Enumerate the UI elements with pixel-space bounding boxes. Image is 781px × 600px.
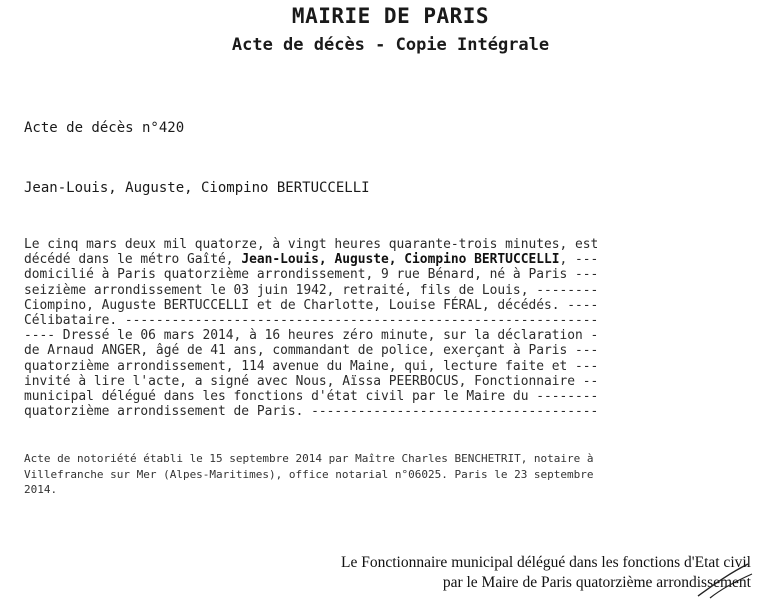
notoriety-line: 2014. <box>24 483 58 496</box>
body-line: municipal délégué dans les fonctions d'état civil par le Maire du -------- <box>24 389 599 405</box>
body-line: décédé dans le métro Gaîté, <box>24 252 242 268</box>
notoriety-line: Villefranche sur Mer (Alpes-Maritimes), office notarial n°06025. Paris le 23 septembre <box>24 467 594 481</box>
body-line: de Arnaud ANGER, âgé de 41 ans, commandant de police, exerçant à Paris --- <box>24 343 599 359</box>
body-line: quatorzième arrondissement de Paris. ------------------------------------- <box>24 404 599 420</box>
signature-line: par le Maire de Paris quatorzième arrondissement <box>442 574 751 591</box>
notoriety-line: Acte de notoriété établi le 15 septembre 2014 par Maître Charles BENCHETRIT, notaire à <box>24 452 594 465</box>
body-line: ---- Dressé le 06 mars 2014, à 16 heures zéro minute, sur la déclaration - <box>24 328 599 344</box>
document-subtitle: Acte de décès - Copie Intégrale <box>231 35 550 55</box>
body-line: domicilié à Paris quatorzième arrondissement, 9 rue Bénard, né à Paris --- <box>24 267 599 283</box>
notoriety-note <box>24 451 724 498</box>
deceased-name: Jean-Louis, Auguste, Ciompino BERTUCCELLI <box>24 180 370 196</box>
body-line: , --- <box>559 252 599 268</box>
body-line: seizième arrondissement le 03 juin 1942, retraité, fils de Louis, -------- <box>24 282 599 298</box>
act-number: Acte de décès n°420 <box>24 120 185 136</box>
body-line: invité à lire l'acte, a signé avec Nous, Aïssa PEERBOCUS, Fonctionnaire -- <box>24 373 599 389</box>
handwritten-signature-icon <box>690 560 760 600</box>
body-line: Célibataire. ------------------------------------------------------------- <box>24 313 599 329</box>
act-body <box>24 237 674 419</box>
body-line-bold-name: Jean-Louis, Auguste, Ciompino BERTUCCELLI <box>241 252 560 268</box>
signature-line: Le Fonctionnaire municipal délégué dans les fonctions d'Etat civil <box>341 554 751 571</box>
body-line: quatorzième arrondissement, 114 avenue du Maine, qui, lecture faite et --- <box>24 358 599 374</box>
body-line: Le cinq mars deux mil quatorze, à vingt heures quarante-trois minutes, est <box>24 237 599 252</box>
body-line: Ciompino, Auguste BERTUCCELLI et de Charlotte, Louise FÉRAL, décédés. ---- <box>24 297 599 313</box>
document-title: MAIRIE DE PARIS <box>291 4 490 28</box>
